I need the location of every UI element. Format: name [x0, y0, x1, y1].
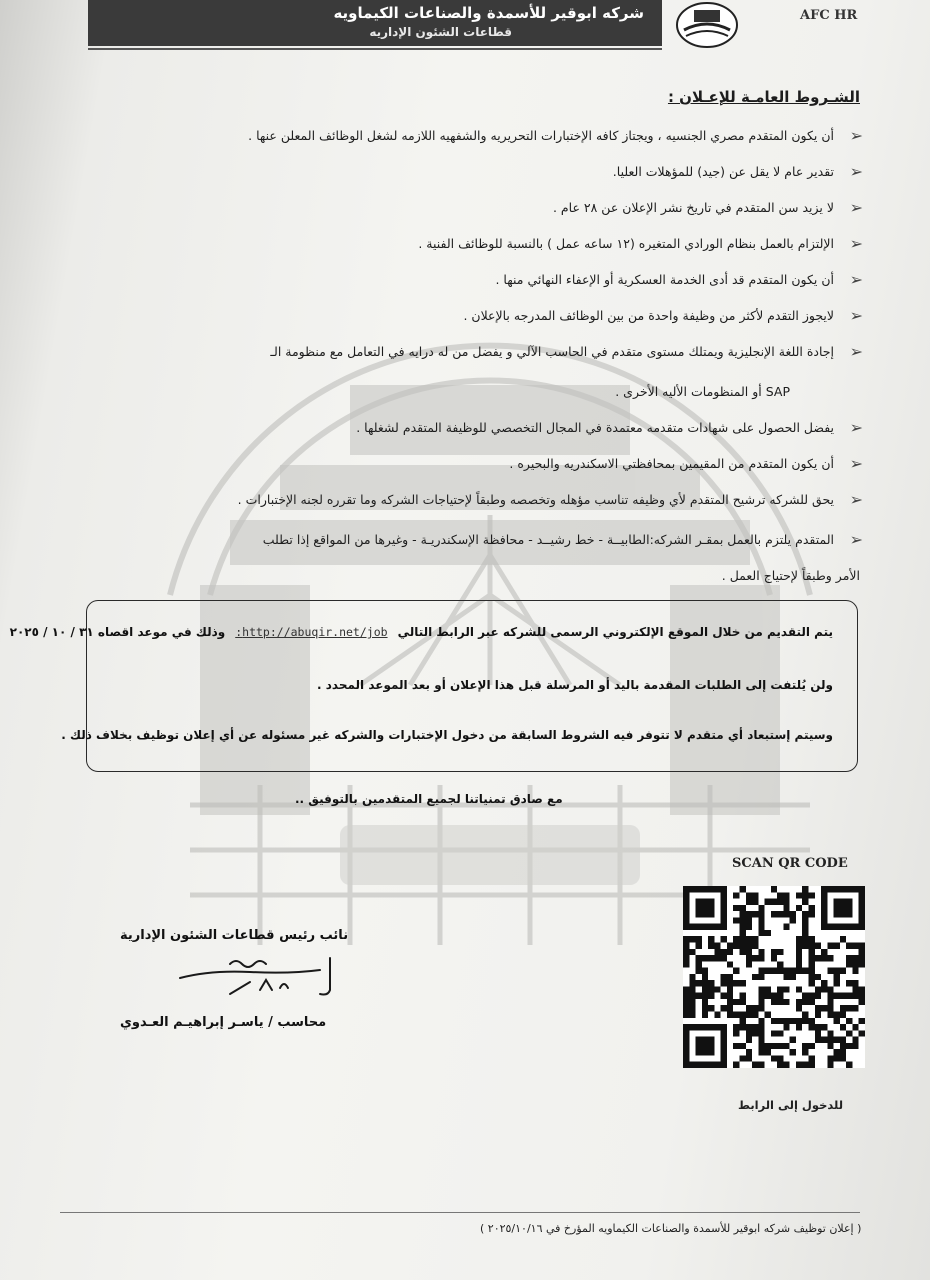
arrow-bullet-icon: ➢	[849, 530, 863, 549]
list-item-continuation: الأمر وطبقاً لإحتياج العمل .	[721, 568, 860, 583]
qr-heading: SCAN QR CODE	[732, 856, 848, 871]
company-name: شركه ابوقير للأسمدة والصناعات الكيماويه	[333, 4, 644, 22]
application-notice-box	[9, 600, 858, 772]
department-name: قطاعات الشئون الإداريه	[369, 25, 512, 39]
arrow-bullet-icon: ➢	[849, 198, 863, 217]
signatory-name: محاسب / ياسـر إبراهيـم العـدوي	[120, 1015, 327, 1030]
arrow-bullet-icon: ➢	[849, 490, 863, 509]
qr-modules	[683, 886, 865, 1068]
notice-line-1: يتم التقديم من خلال الموقع الإلكتروني الرسمى للشركه عبر الرابط التاليhttp://abuqir.net/job:وذلك في موعد اقصاه ٣١ / ١٠ / ٢٠٢٥	[9, 625, 833, 639]
header-rule	[88, 48, 662, 50]
arrow-bullet-icon: ➢	[849, 342, 863, 361]
arrow-bullet-icon: ➢	[849, 126, 863, 145]
notice-line-2: ولن يُلتفت إلى الطلبات المقدمة باليد أو المرسلة قبل هذا الإعلان أو بعد الموعد المحدد .	[317, 678, 833, 692]
closing-wishes: مع صادق تمنياتنا لجميع المتقدمين بالتوفيق ..	[295, 792, 563, 806]
notice-line-3: وسيتم إستبعاد أي متقدم لا تتوفر فيه الشروط السابقة من دخول الإختبارات والشركه غير مسئوله عن أي إعلان توظيف بخلاف ذلك .	[61, 728, 833, 742]
hr-tag: AFC HR	[800, 8, 858, 23]
handwritten-signature	[170, 950, 360, 1000]
arrow-bullet-icon: ➢	[849, 454, 863, 473]
application-link[interactable]: http://abuqir.net/job:	[235, 625, 388, 639]
footer-rule	[60, 1212, 860, 1213]
arrow-bullet-icon: ➢	[849, 162, 863, 181]
signatory-title: نائب رئيس قطاعات الشئون الإدارية	[120, 928, 349, 943]
document-page: شركه ابوقير للأسمدة والصناعات الكيماويه قطاعات الشئون الإداريه AFC HR الشـروط العامـة للإعـلان : ➢ أن يكون المتقدم مصري الجنسيه ، ويجتاز كافه الإختبارات التحريريه والشفهيه اللازمه لشغل الوظائف المعلن عنها . ➢ تقدير عام لا يقل عن (جيد) للمؤهلات العليا. ➢ لا يزيد سن المتقدم في تاريخ نشر الإعلان عن ٢٨ عام . ➢ الإلتزام بالعمل بنظام الورادي المتغيره (١٢ ساعه عمل ) بالنسبة للوظائف الفنية . ➢ أن يكون المتقدم قد أدى الخدمة العسكرية أو الإعفاء النهائي منها . ➢ لايجوز التقدم لأكثر من وظيفة واحدة من بين الوظائف المدرجه بالإعلان . ➢ إجادة اللغة الإنجليزية ويمتلك مستوى متقدم في الحاسب الآلي و يفضل من له درايه في التعامل مع منظومة الـ SAP أو المنظومات الأليه الأخرى . ➢ يفضل الحصول على شهادات متقدمه معتمدة في المجال التخصصي للوظيفة المتقدم لشغلها . ➢ أن يكون المتقدم من المقيمين بمحافظتي الاسكندريه والبحيره . ➢ يحق للشركه ترشيح المتقدم لأي وظيفه تناسب مؤهله وتخصصه وطبقاً لإحتياجات الشركه وما تقرره لجنه الإختبارات . ➢ المتقدم يلتزم بالعمل بمقـر الشركه:الطابيــة - خط رشيــد - محافظة الإسكندريـة - وغيرها من المواقع إذا تطلب الأمر وطبقاً لإحتياج العمل . يتم التقديم من خلال الموقع الإلكتروني الرسمى للشركه عبر الرابط التاليhttp://abuqir.net/job:وذلك في موعد اقصاه ٣١ / ١٠ / ٢٠٢٥ ولن يُلتفت إلى الطلبات المقدمة باليد أو المرسلة قبل هذا الإعلان أو بعد الموعد المحدد . وسيتم إستبعاد أي متقدم لا تتوفر فيه الشروط السابقة من دخول الإختبارات والشركه غير مسئوله عن أي إعلان توظيف بخلاف ذلك . مع صادق تمنياتنا لجميع المتقدمين بالتوفيق .. SCAN QR CODE للدخول إلى الرابط نائب رئيس قطاعات الشئون الإدارية محاسب / ياسـر إبراهيـم العـدوي ( إعلان توظيف شركه ابوقير للأسمدة والصناعات الكيماويه المؤرخ في ٢٠٢٥/١٠/١٦ )	[0, 0, 930, 1280]
qr-caption: للدخول إلى الرابط	[738, 1098, 844, 1112]
arrow-bullet-icon: ➢	[849, 234, 863, 253]
list-item-continuation: SAP أو المنظومات الأليه الأخرى .	[615, 384, 790, 399]
header-bar	[88, 0, 662, 46]
arrow-bullet-icon: ➢	[849, 306, 863, 325]
company-logo-icon	[672, 0, 742, 50]
arrow-bullet-icon: ➢	[849, 270, 863, 289]
arrow-bullet-icon: ➢	[849, 418, 863, 437]
conditions-title: الشـروط العامـة للإعـلان :	[667, 88, 860, 106]
qr-code[interactable]	[683, 886, 865, 1068]
footer-reference: ( إعلان توظيف شركه ابوقير للأسمدة والصناعات الكيماويه المؤرخ في ٢٠٢٥/١٠/١٦ )	[480, 1222, 862, 1235]
